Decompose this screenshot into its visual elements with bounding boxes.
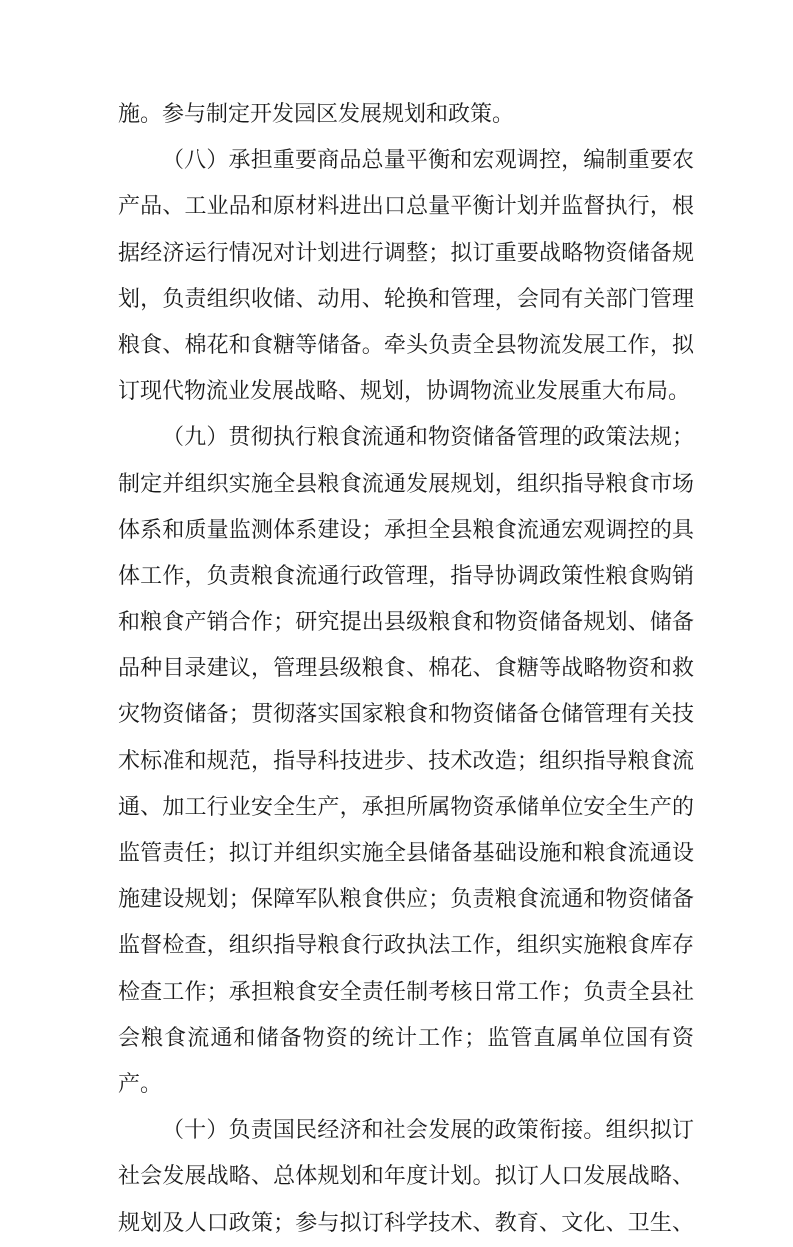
text-line: （八）承担重要商品总量平衡和宏观调控，编制重要农	[162, 148, 694, 174]
text-line: （十）负责国民经济和社会发展的政策衔接。组织拟订	[162, 1118, 694, 1144]
text-line: 监管责任；拟订并组织实施全县储备基础设施和粮食流通设	[118, 841, 694, 866]
text-line: 制定并组织实施全县粮食流通发展规划，组织指导粮食市场	[118, 471, 694, 497]
text-line: 社会发展战略、总体规划和年度计划。拟订人口发展战略、	[118, 1164, 694, 1190]
text-line: 体系和质量监测体系建设；承担全县粮食流通宏观调控的具	[118, 517, 694, 543]
text-line: 产。	[118, 1071, 163, 1097]
text-line: 划，负责组织收储、动用、轮换和管理，会同有关部门管理	[118, 286, 694, 312]
text-line: 术标准和规范，指导科技进步、技术改造；组织指导粮食流	[118, 748, 694, 774]
text-line: 和粮食产销合作；研究提出县级粮食和物资储备规划、储备	[118, 610, 694, 636]
text-line: 施。参与制定开发园区发展规划和政策。	[118, 102, 515, 127]
text-line: 产品、工业品和原材料进出口总量平衡计划并监督执行，根	[118, 194, 694, 220]
text-line: 监督检查，组织指导粮食行政执法工作，组织实施粮食库存	[118, 933, 694, 959]
text-line: 灾物资储备；贯彻落实国家粮食和物资储备仓储管理有关技	[118, 702, 694, 728]
text-line: 检查工作；承担粮食安全责任制考核日常工作；负责全县社	[118, 979, 694, 1005]
text-line: 规划及人口政策；参与拟订科学技术、教育、文化、卫生、	[118, 1210, 694, 1236]
text-line: 品种目录建议，管理县级粮食、棉花、食糖等战略物资和救	[118, 656, 694, 682]
text-line: 据经济运行情况对计划进行调整；拟订重要战略物资储备规	[118, 240, 694, 266]
text-line: 粮食、棉花和食糖等储备。牵头负责全县物流发展工作，拟	[118, 332, 694, 358]
text-line: 通、加工行业安全生产，承担所属物资承储单位安全生产的	[118, 794, 694, 820]
text-line: 体工作，负责粮食流通行政管理，指导协调政策性粮食购销	[118, 563, 694, 589]
document-body	[118, 92, 694, 1247]
text-line: 施建设规划；保障军队粮食供应；负责粮食流通和物资储备	[118, 887, 694, 913]
text-line: 会粮食流通和储备物资的统计工作；监管直属单位国有资	[118, 1025, 694, 1051]
text-line: 订现代物流业发展战略、规划，协调物流业发展重大布局。	[118, 379, 691, 405]
text-line: （九）贯彻执行粮食流通和物资储备管理的政策法规；	[162, 425, 694, 451]
